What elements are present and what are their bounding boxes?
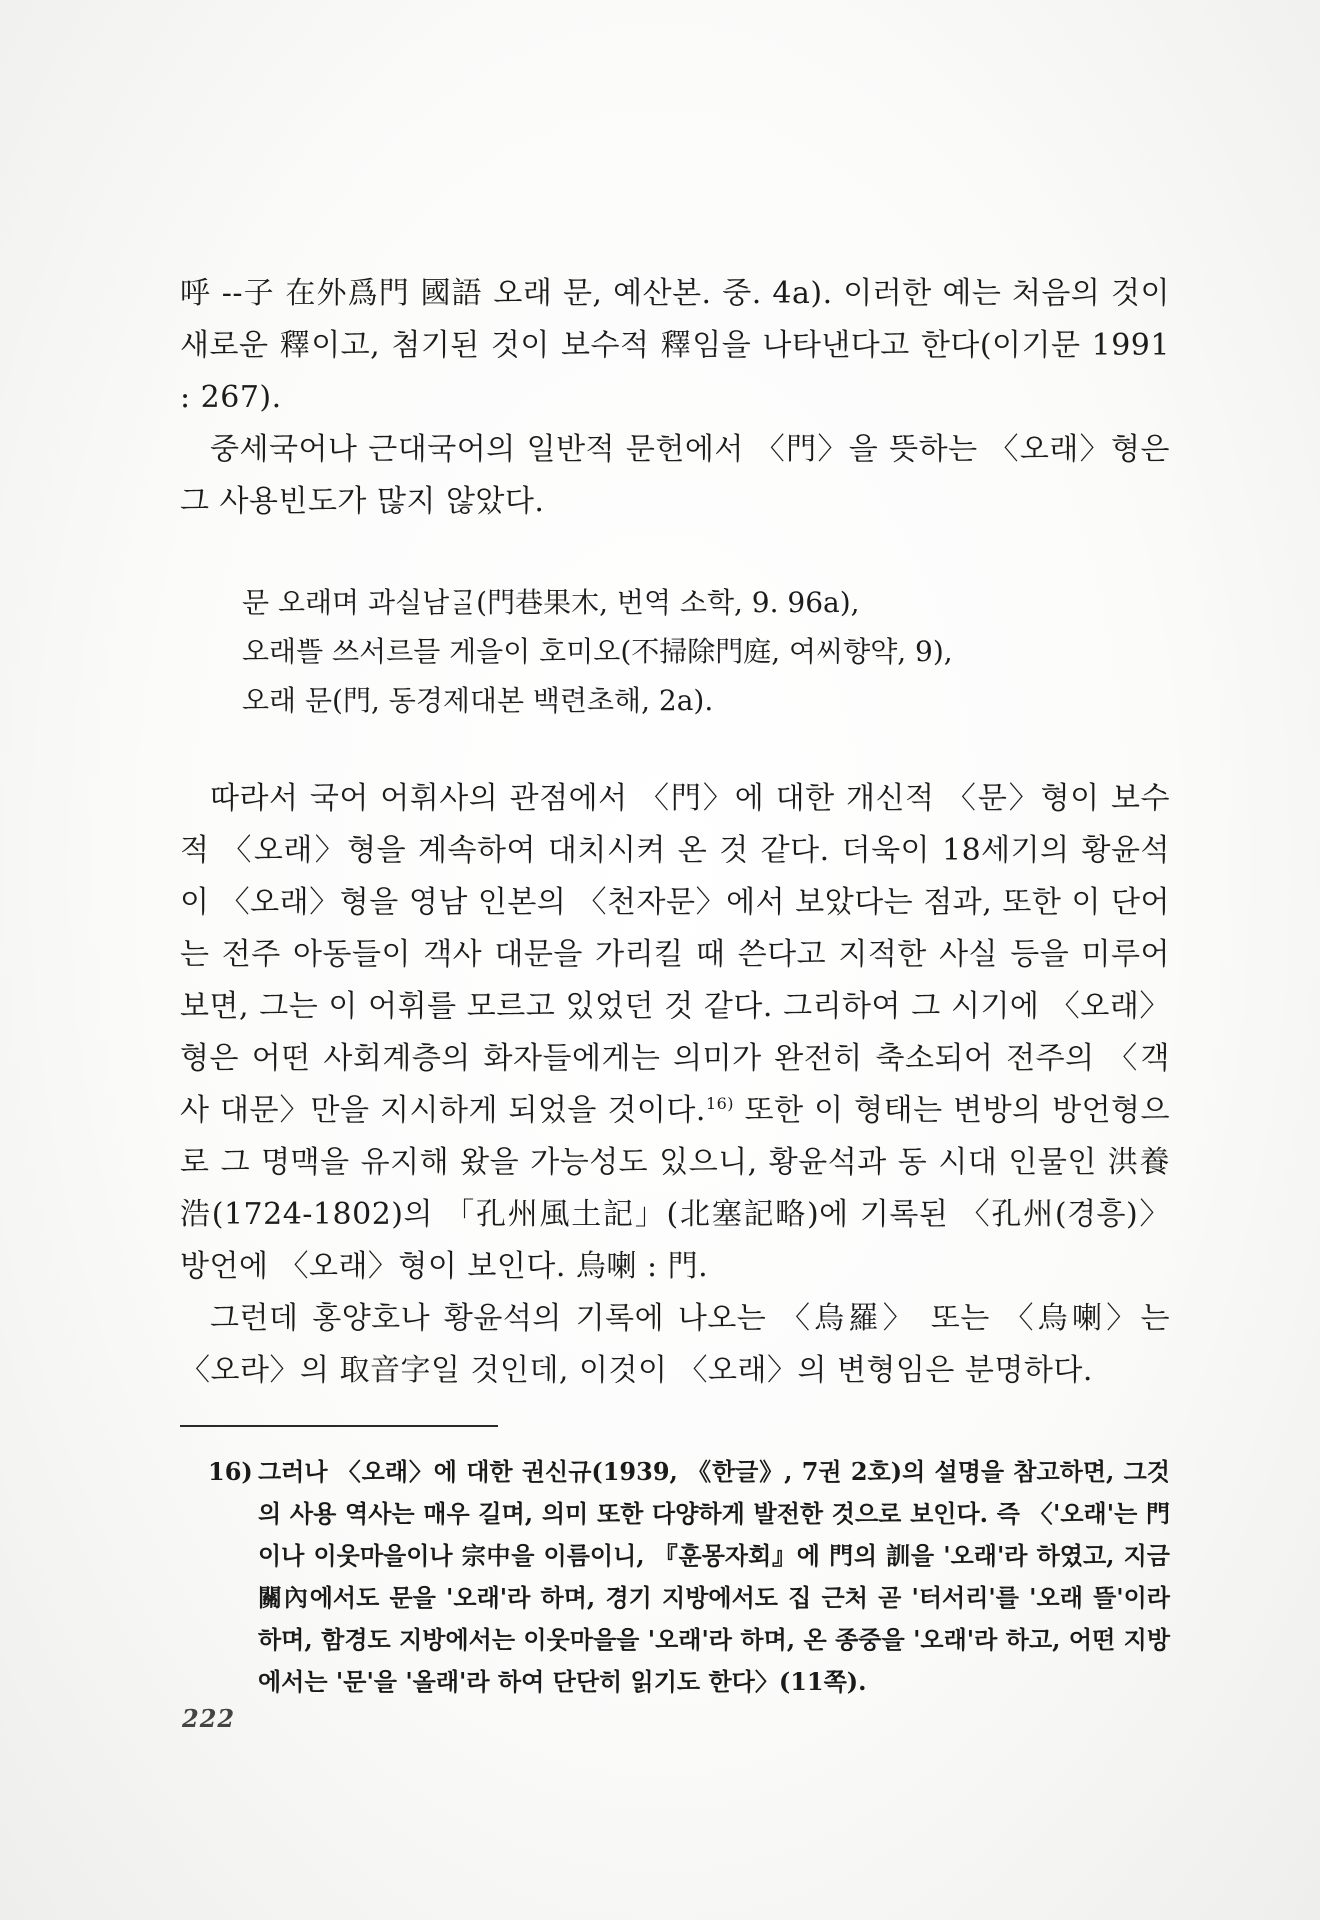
footnote-16 — [180, 1451, 1170, 1703]
page-number: 222 — [182, 1704, 236, 1733]
paragraph-2: 중세국어나 근대국어의 일반적 문헌에서 〈門〉을 뜻하는 〈오래〉형은 그 사용빈도가 많지 않았다. — [180, 432, 1170, 519]
paragraph-4: 그런데 홍양호나 황윤석의 기록에 나오는 〈烏羅〉 또는 〈烏喇〉는 〈오라〉의 取音字일 것인데, 이것이 〈오래〉의 변형임은 분명하다. — [180, 1301, 1170, 1388]
footnote-reference[interactable]: 16) — [705, 1094, 735, 1113]
paragraph-1: 呼 --子 在外爲門 國語 오래 문, 예산본. 중. 4a). 이러한 예는 처음의 것이 새로운 釋이고, 첨기된 것이 보수적 釋임을 나타낸다고 한다(이기문 1991 : 267). — [180, 276, 1170, 415]
citation-line: 문 오래며 과실남ᄀᆞᆯ(門巷果木, 번역 소학, 9. 96a), — [242, 586, 860, 619]
paragraph-3-text-a: 따라서 국어 어휘사의 관점에서 〈門〉에 대한 개신적 〈문〉형이 보수적 〈오래〉형을 계속하여 대치시켜 온 것 같다. 더욱이 18세기의 황윤석이 〈오래〉형을 영남 인본의 〈천자문〉에서 보았다는 점과, 또한 이 단어는 전주 아동들이 객사 대문을 가리킬 때 쓴다고 지적한 사실 등을 미루어 보면, 그는 이 어휘를 모르고 있었던 것 같다. 그리하여 그 시기에 〈오래〉형은 어떤 사회계층의 화자들에게는 의미가 완전히 축소되어 전주의 〈객사 대문〉만을 지시하게 되었을 것이다. — [180, 781, 1170, 1128]
footnote-mark: 16) — [208, 1457, 253, 1486]
paragraph-3 — [180, 773, 1170, 1293]
citation-line: 오래 문(門, 동경제대본 백련초해, 2a). — [242, 684, 714, 717]
citation-line: 오래ᄠᅳᆯ 쓰서르믈 게을이 호미오(不掃除門庭, 여씨향약, 9), — [242, 635, 953, 668]
page-body — [180, 268, 1170, 1703]
footnote-divider — [180, 1425, 498, 1427]
citation-block — [242, 578, 1170, 725]
paragraph-3-text-b: 또한 이 형태는 변방의 방언형으로 그 명맥을 유지해 왔을 가능성도 있으니, 황윤석과 동 시대 인물인 洪養浩(1724-1802)의 「孔州風土記」(北塞記略)에 기록된 〈孔州(경흥)〉 방언에 〈오래〉형이 보인다. 烏喇 : 門. — [180, 1093, 1171, 1284]
footnote-text: 그러나 〈오래〉에 대한 권신규(1939, 《한글》, 7권 2호)의 설명을 참고하면, 그것의 사용 역사는 매우 길며, 의미 또한 다양하게 발전한 것으로 보인다. 즉 〈'오래'는 門이나 이웃마을이나 宗中을 이름이니, 『훈몽자회』에 門의 訓을 '오래'라 하였고, 지금 關內에서도 문을 '오래'라 하며, 경기 지방에서도 집 근처 곧 '터서리'를 '오래 뜰'이라 하며, 함경도 지방에서는 이웃마을을 '오래'라 하며, 온 종중을 '오래'라 하고, 어떤 지방에서는 '문'을 '올래'라 하여 단단히 읽기도 한다〉(11쪽). — [258, 1457, 1170, 1696]
